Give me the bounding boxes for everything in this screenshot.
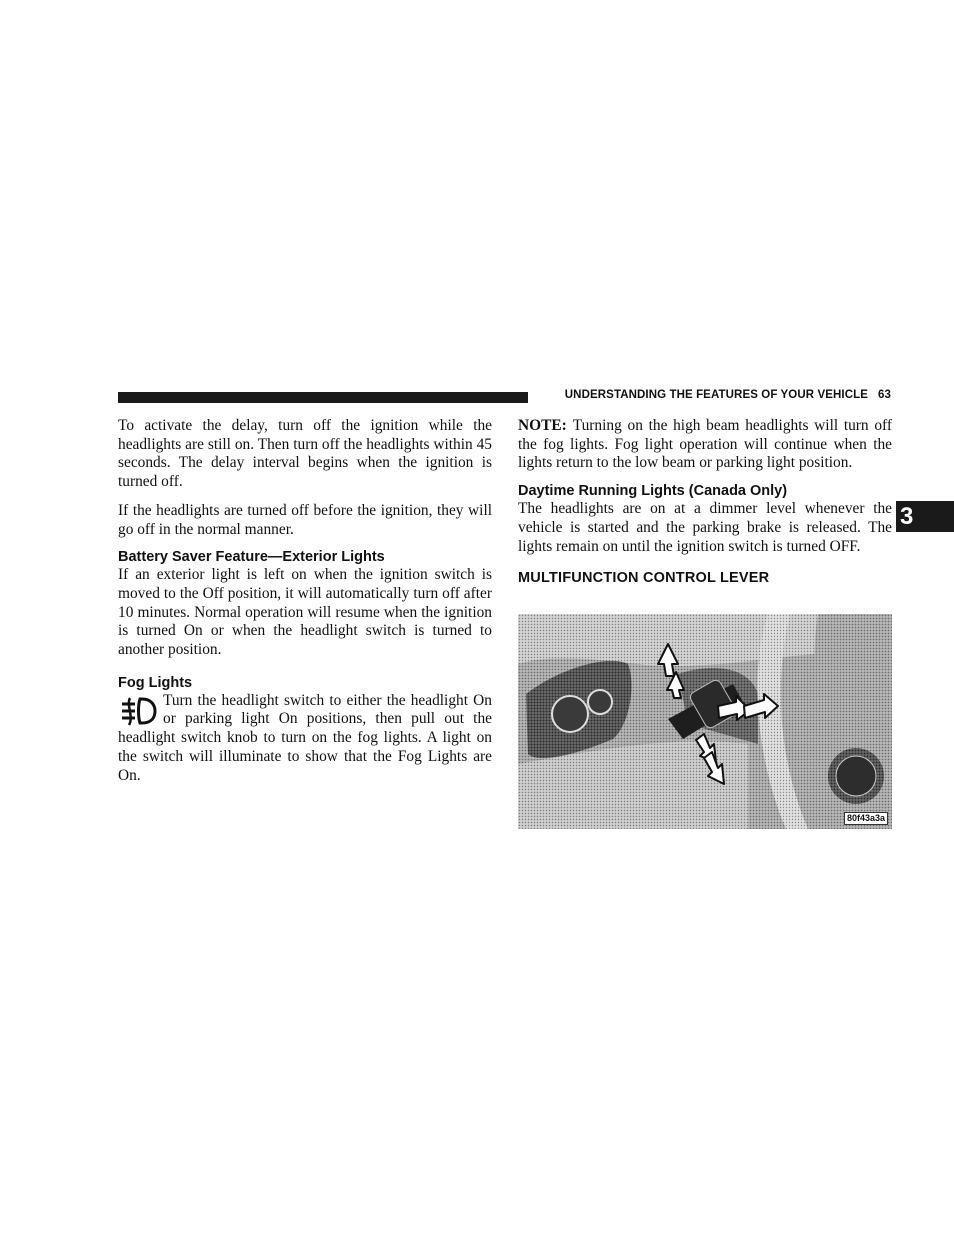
running-header — [538, 389, 891, 401]
chapter-tab: 3 — [896, 501, 954, 532]
figure-code: 80f43a3a — [844, 812, 888, 825]
header-rule — [118, 392, 528, 403]
multifunction-heading: MULTIFUNCTION CONTROL LEVER — [518, 570, 770, 587]
page-number: 63 — [878, 389, 891, 401]
delay-paragraph: To activate the delay, turn off the ignition while the headlights are still on. Then turn off the headlights within 45 seconds. The delay interval begins when the ignition is turned off. — [118, 417, 492, 491]
ignition-paragraph: If the headlights are turned off before the ignition, they will go off in the normal manner. — [118, 501, 492, 538]
note-paragraph — [518, 417, 892, 473]
left-column — [118, 417, 492, 785]
note-label: NOTE: — [518, 417, 567, 434]
multifunction-lever-photo — [518, 614, 892, 829]
fog-lights-block — [118, 692, 492, 786]
fog-lights-paragraph: Turn the headlight switch to either the headlight On or parking light On positions, then pull out the headlight switch knob to turn on the fog lights. A light on the switch will illuminate to show that the Fog Lights are On. — [118, 691, 492, 784]
fog-light-icon — [118, 693, 158, 729]
drl-heading: Daytime Running Lights (Canada Only) — [518, 483, 788, 500]
drl-paragraph: The headlights are on at a dimmer level whenever the vehicle is started and the parking brake is released. The lights remain on until the ignition switch is turned OFF. — [518, 500, 892, 555]
note-text: Turning on the high beam headlights will turn off the fog lights. Fog light operation will continue when the lights return to the low beam or parking light position. — [518, 417, 892, 472]
section-title: UNDERSTANDING THE FEATURES OF YOUR VEHICLE — [564, 389, 868, 401]
lever-illustration — [518, 614, 892, 829]
battery-saver-heading: Battery Saver Feature—Exterior Lights — [118, 549, 385, 566]
battery-saver-paragraph: If an exterior light is left on when the ignition switch is moved to the Off position, it will automatically turn off after 10 minutes. Normal operation will resume when the ignition is turned On or when the headlight switch is turned to another position. — [118, 566, 492, 659]
fog-lights-heading: Fog Lights — [118, 674, 193, 691]
right-column — [518, 417, 892, 587]
